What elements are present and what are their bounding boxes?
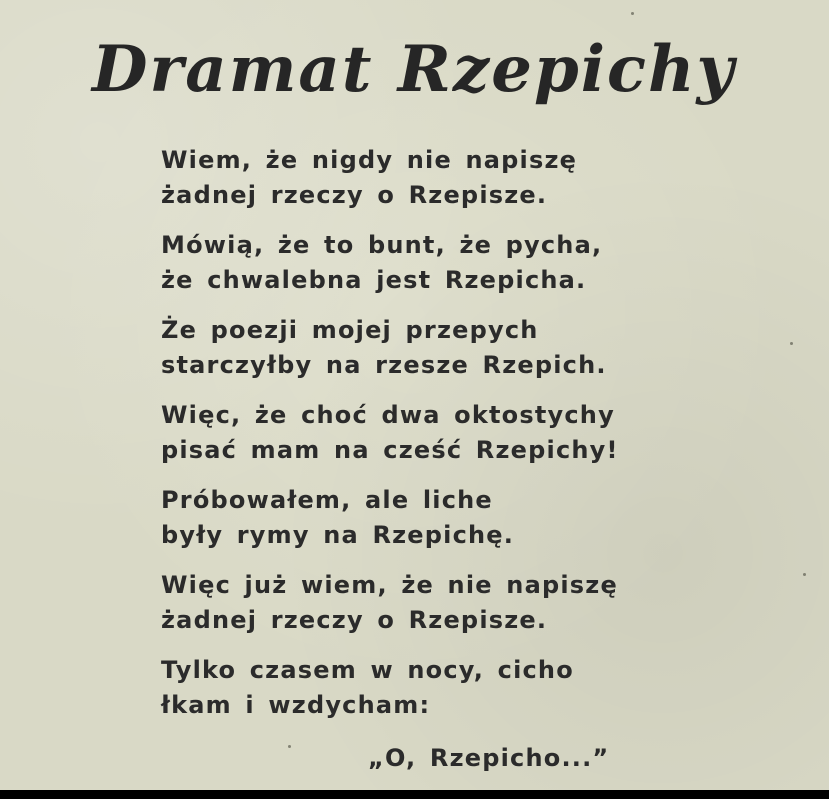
poem-line: Więc już wiem, że nie napiszę (161, 571, 618, 599)
stanza (161, 228, 721, 298)
poem-body (161, 143, 721, 738)
stanza (161, 313, 721, 383)
stanza (161, 653, 721, 723)
paper-speck (790, 342, 793, 345)
poem-line: Mówią, że to bunt, że pycha, (161, 231, 603, 259)
paper-speck (288, 745, 291, 748)
poem-line: Próbowałem, ale liche (161, 486, 493, 514)
paper-speck (803, 573, 806, 576)
poem-line: żadnej rzeczy o Rzepisze. (161, 606, 548, 634)
poem-closing-line: „O, Rzepicho...” (368, 744, 610, 772)
poem-line: były rymy na Rzepichę. (161, 521, 515, 549)
stanza (161, 143, 721, 213)
poem-line: pisać mam na cześć Rzepichy! (161, 436, 619, 464)
poem-title: Dramat Rzepichy (92, 32, 736, 107)
stanza (161, 398, 721, 468)
poem-line: że chwalebna jest Rzepicha. (161, 266, 587, 294)
poem-line: Wiem, że nigdy nie napiszę (161, 146, 578, 174)
poem-line: łkam i wzdycham: (161, 691, 431, 719)
poem-line: Tylko czasem w nocy, cicho (161, 656, 574, 684)
poem-line: Że poezji mojej przepych (161, 316, 539, 344)
poem-line: starczyłby na rzesze Rzepich. (161, 351, 607, 379)
paper-speck (631, 12, 634, 15)
poem-line: Więc, że choć dwa oktostychy (161, 401, 615, 429)
stanza (161, 483, 721, 553)
stanza (161, 568, 721, 638)
poem-line: żadnej rzeczy o Rzepisze. (161, 181, 548, 209)
